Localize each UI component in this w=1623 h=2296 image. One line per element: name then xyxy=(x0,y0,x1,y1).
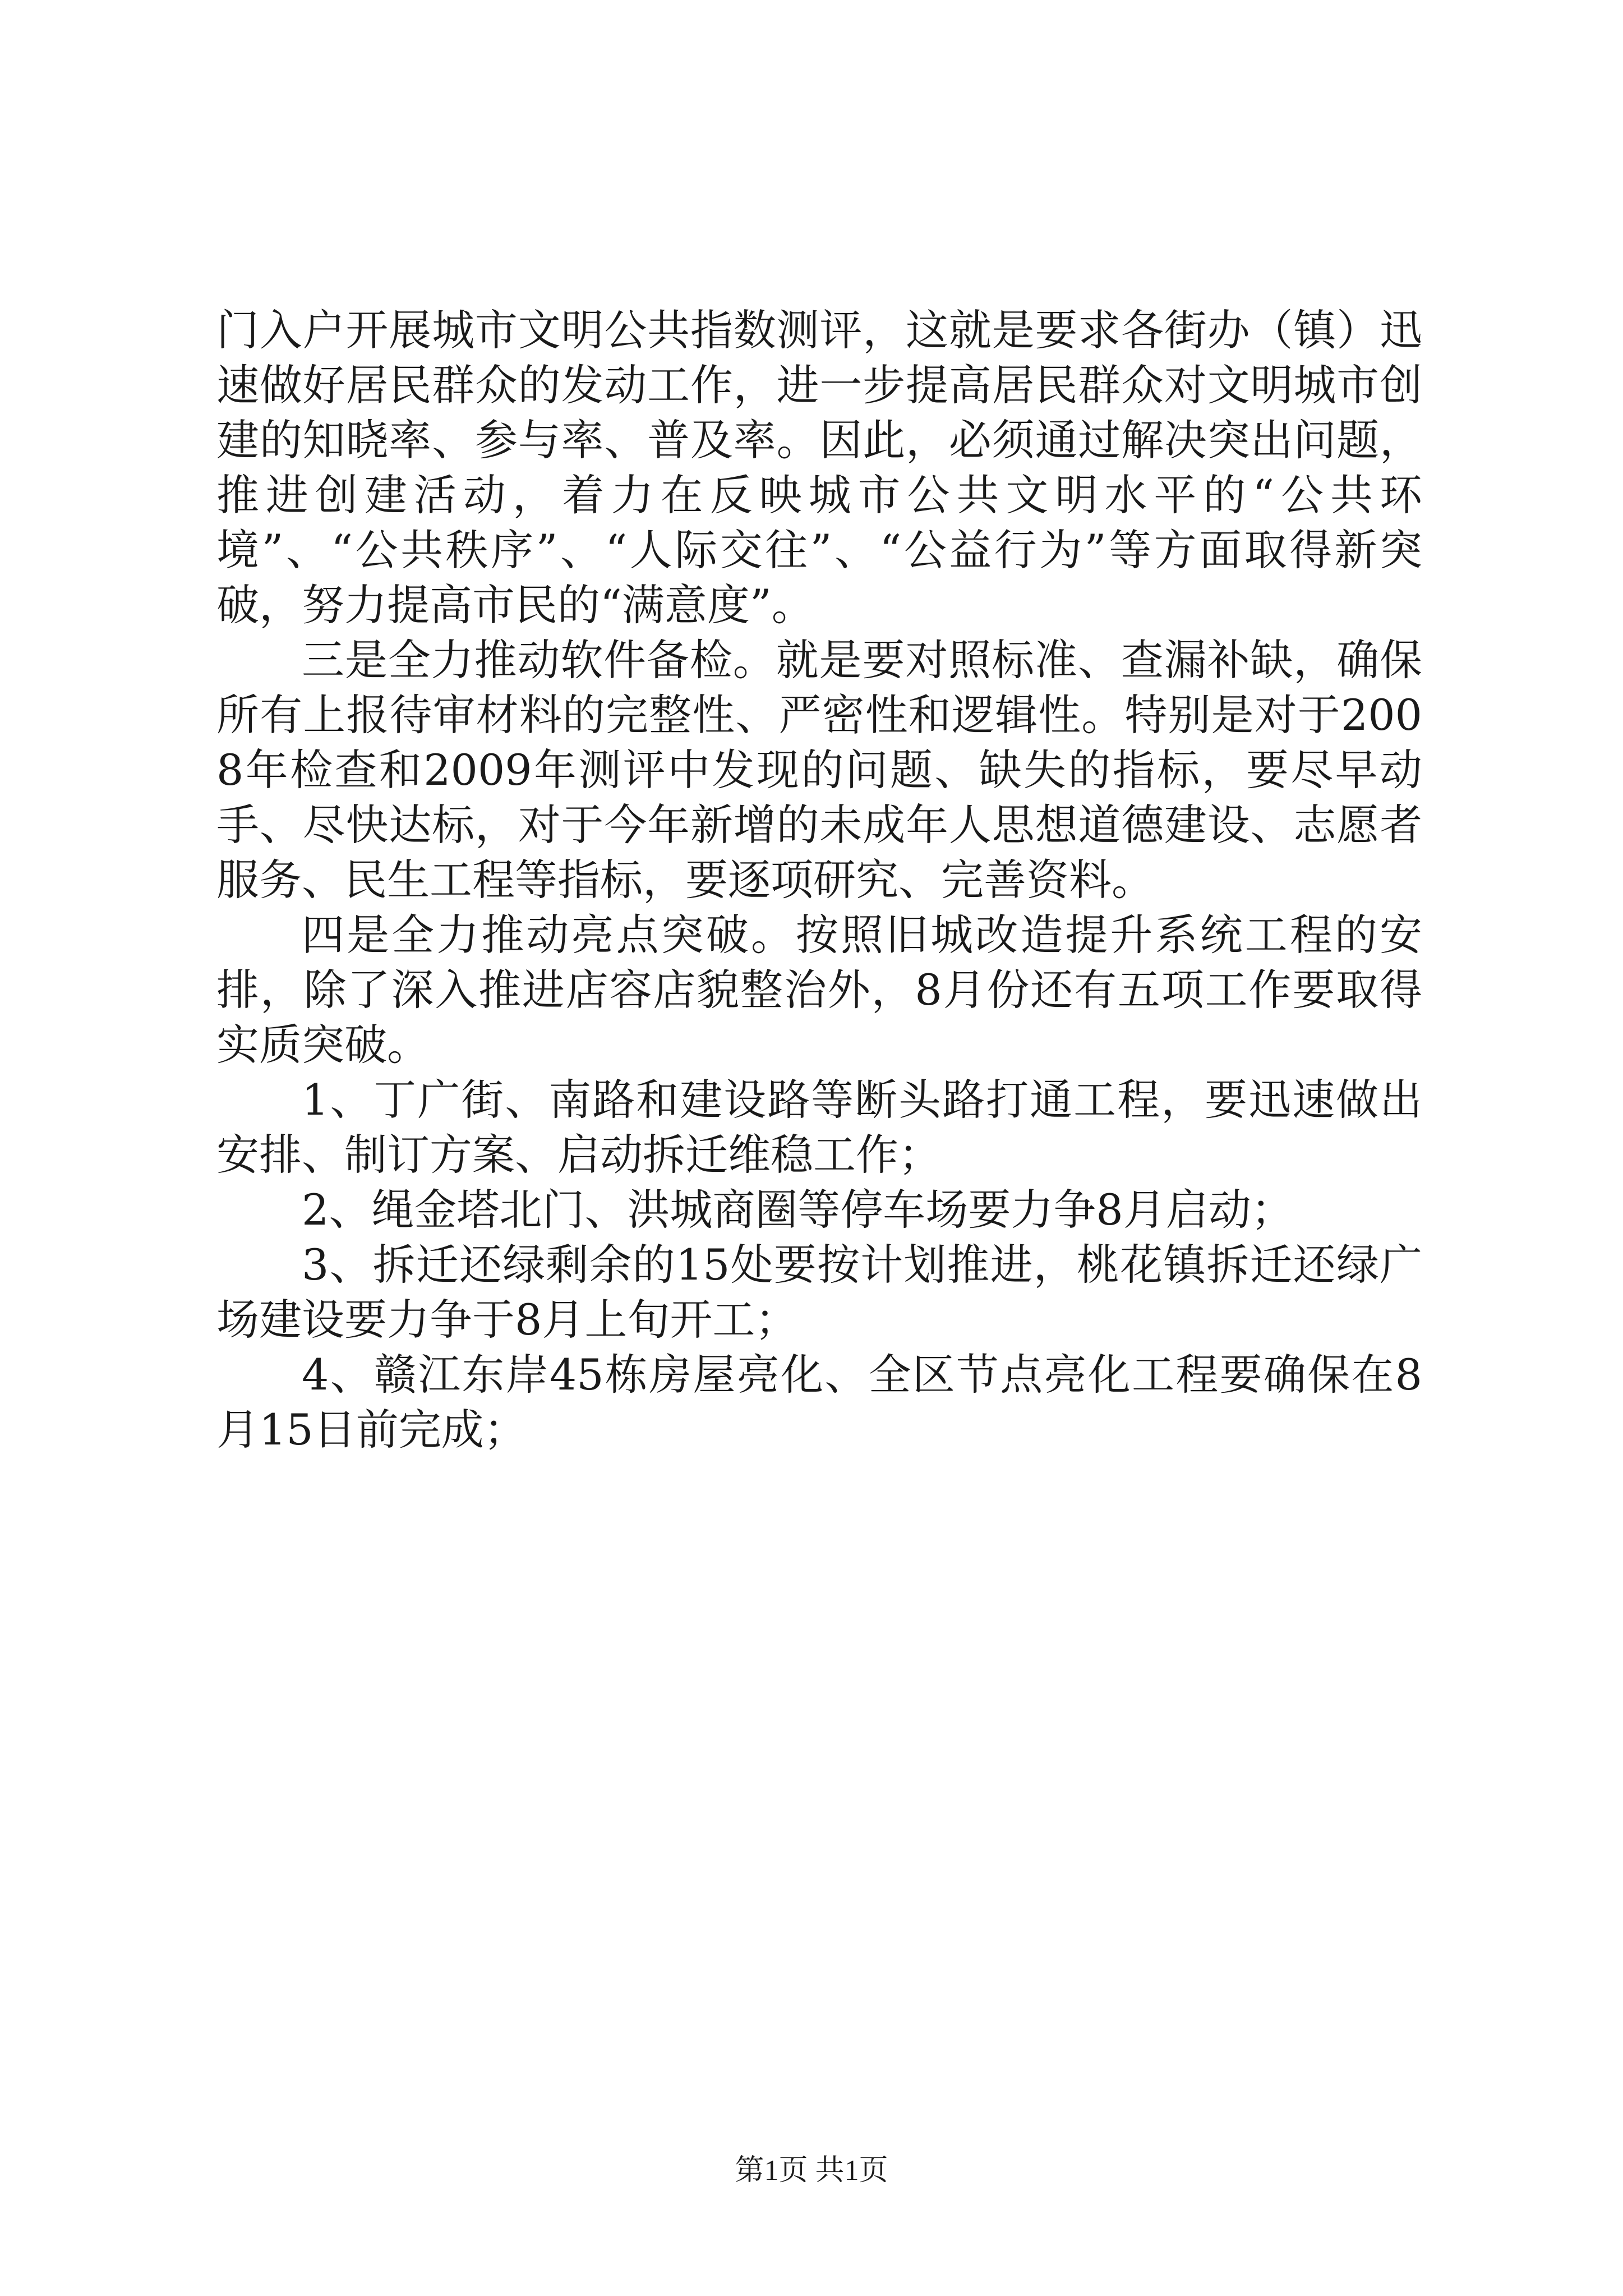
page-footer: 第1页 共1页 xyxy=(735,2155,888,2187)
list-item-3: 3、拆迁还绿剩余的15处要按计划推进，桃花镇拆迁还绿广场建设要力争于8月上旬开工； xyxy=(216,1240,1422,1345)
paragraph-software-inspection: 三是全力推动软件备检。就是要对照标准、查漏补缺，确保所有上报待审材料的完整性、严密性和逻辑性。特别是对于2008年检查和2009年测评中发现的问题、缺失的指标，要尽早动手、尽快达标，对于今年新增的未成年人思想道德建设、志愿者服务、民生工程等指标，要逐项研究、完善资料。 xyxy=(216,635,1422,905)
paragraph-continuation: 门入户开展城市文明公共指数测评，这就是要求各街办（镇）迅速做好居民群众的发动工作，进一步提高居民群众对文明城市创建的知晓率、参与率、普及率。因此，必须通过解决突出问题，推进创建活动，着力在反映城市公共文明水平的“公共环境”、“公共秩序”、“人际交往”、“公益行为”等方面取得新突破，努力提高市民的“满意度”。 xyxy=(216,305,1422,630)
document-body xyxy=(216,303,1422,1457)
list-item-4: 4、赣江东岸45栋房屋亮化、全区节点亮化工程要确保在8月15日前完成； xyxy=(216,1350,1422,1455)
list-item-1: 1、丁广街、南路和建设路等断头路打通工程，要迅速做出安排、制订方案、启动拆迁维稳工作； xyxy=(216,1075,1422,1180)
paragraph-highlight-breakthrough: 四是全力推动亮点突破。按照旧城改造提升系统工程的安排，除了深入推进店容店貌整治外，8月份还有五项工作要取得实质突破。 xyxy=(216,910,1422,1070)
list-item-2: 2、绳金塔北门、洪城商圈等停车场要力争8月启动； xyxy=(302,1185,1294,1235)
